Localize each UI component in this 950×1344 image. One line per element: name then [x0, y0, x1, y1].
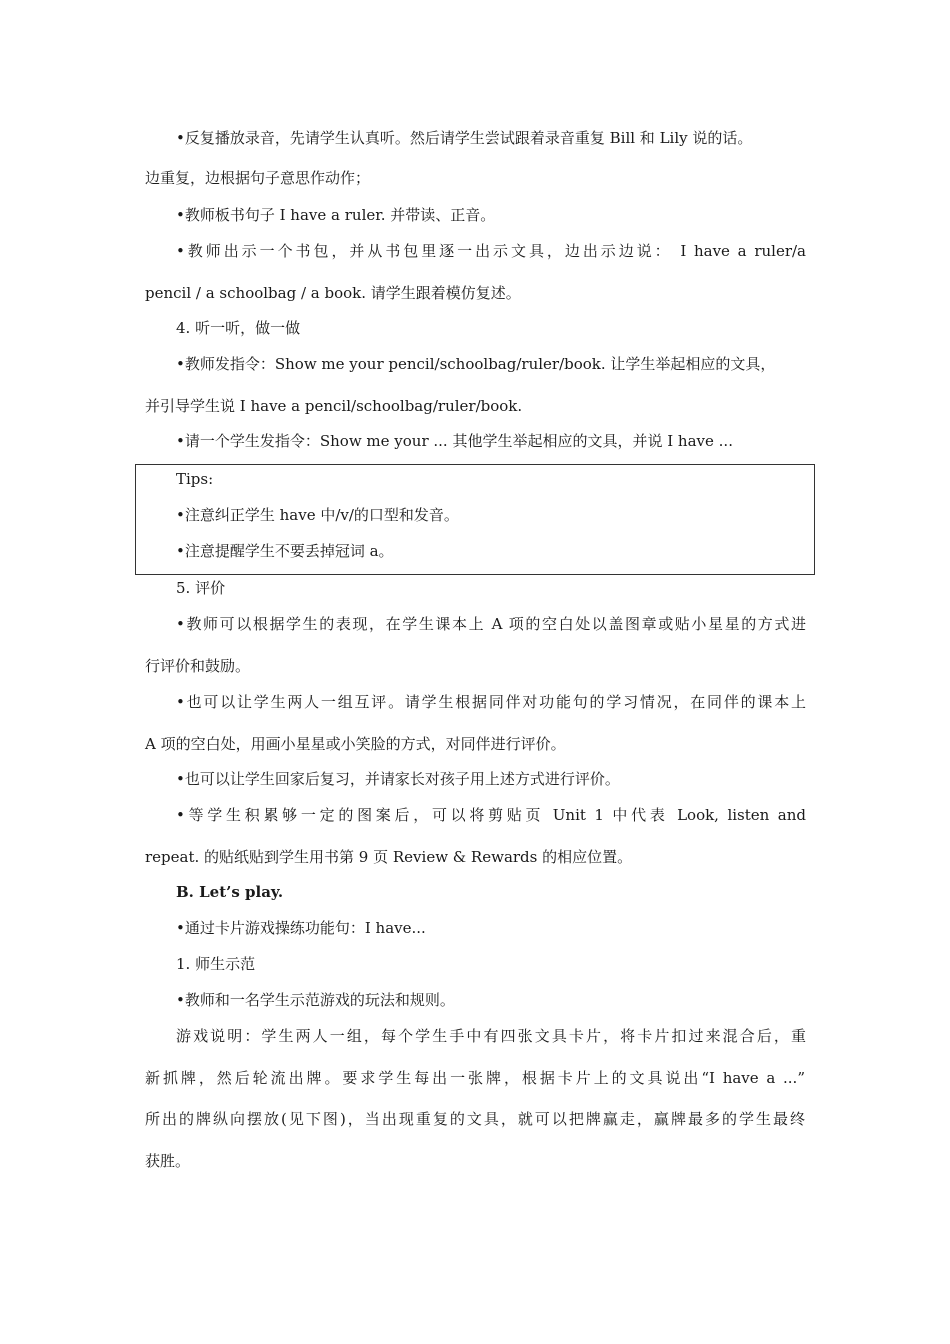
- paragraph-stickers-line2: repeat. 的贴纸贴到学生用书第 9 页 Review & Rewards 的相应位置。: [145, 848, 633, 866]
- tips-item-article: •注意提醒学生不要丢掉冠词 a。: [176, 542, 394, 560]
- section-heading-listen-do: 4. 听一听，做一做: [176, 319, 301, 337]
- paragraph-replay-line2: 边重复，边根据句子意思作动作；: [145, 169, 371, 187]
- paragraph-game-desc-line2: 新抓牌，然后轮流出牌。要求学生每出一张牌，根据卡片上的文具说出“I have a ...”: [145, 1069, 805, 1087]
- paragraph-evaluation-line1: •教师可以根据学生的表现，在学生课本上 A 项的空白处以盖图章或贴小星星的方式进: [176, 615, 806, 633]
- paragraph-peer-review-line2: A 项的空白处，用画小星星或小笑脸的方式，对同伴进行评价。: [145, 735, 566, 753]
- section-heading-demo: 1. 师生示范: [176, 955, 256, 973]
- paragraph-game-desc-line4: 获胜。: [145, 1152, 191, 1170]
- paragraph-game-desc-line1: 游戏说明：学生两人一组，每个学生手中有四张文具卡片，将卡片扣过来混合后，重: [176, 1027, 806, 1045]
- paragraph-game-desc-line3: 所出的牌纵向摆放(见下图)，当出现重复的文具，就可以把牌赢走，赢牌最多的学生最终: [145, 1110, 805, 1128]
- paragraph-replay-line1: •反复播放录音，先请学生认真听。然后请学生尝试跟着录音重复 Bill 和 Lily 说的话。: [176, 129, 753, 147]
- tips-item-pronunciation: •注意纠正学生 have 中/v/的口型和发音。: [176, 506, 459, 524]
- paragraph-peer-review-line1: •也可以让学生两人一组互评。请学生根据同伴对功能句的学习情况，在同伴的课本上: [176, 693, 806, 711]
- tips-title: Tips:: [176, 470, 214, 488]
- paragraph-stickers-line1: •等学生积累够一定的图案后，可以将剪贴页 Unit 1 中代表 Look, listen and: [176, 806, 806, 824]
- paragraph-card-game: •通过卡片游戏操练功能句：I have...: [176, 919, 426, 937]
- paragraph-demo-rules: •教师和一名学生示范游戏的玩法和规则。: [176, 991, 455, 1009]
- paragraph-board-writing: •教师板书句子 I have a ruler. 并带读、正音。: [176, 206, 496, 224]
- section-heading-evaluation: 5. 评价: [176, 579, 226, 597]
- paragraph-student-commands: •请一个学生发指令：Show me your ... 其他学生举起相应的文具，并说 I have ...: [176, 432, 733, 450]
- paragraph-commands-line2: 并引导学生说 I have a pencil/schoolbag/ruler/book.: [145, 397, 523, 415]
- paragraph-home-review: •也可以让学生回家后复习，并请家长对孩子用上述方式进行评价。: [176, 770, 620, 788]
- paragraph-show-bag-line1: •教师出示一个书包，并从书包里逐一出示文具，边出示边说： I have a ruler/a: [176, 242, 806, 260]
- paragraph-show-bag-line2: pencil / a schoolbag / a book. 请学生跟着模仿复述。: [145, 284, 521, 302]
- paragraph-evaluation-line2: 行评价和鼓励。: [145, 657, 251, 675]
- section-heading-lets-play: B. Let’s play.: [176, 883, 284, 901]
- paragraph-commands-line1: •教师发指令：Show me your pencil/schoolbag/ruler/book. 让学生举起相应的文具，: [176, 355, 776, 373]
